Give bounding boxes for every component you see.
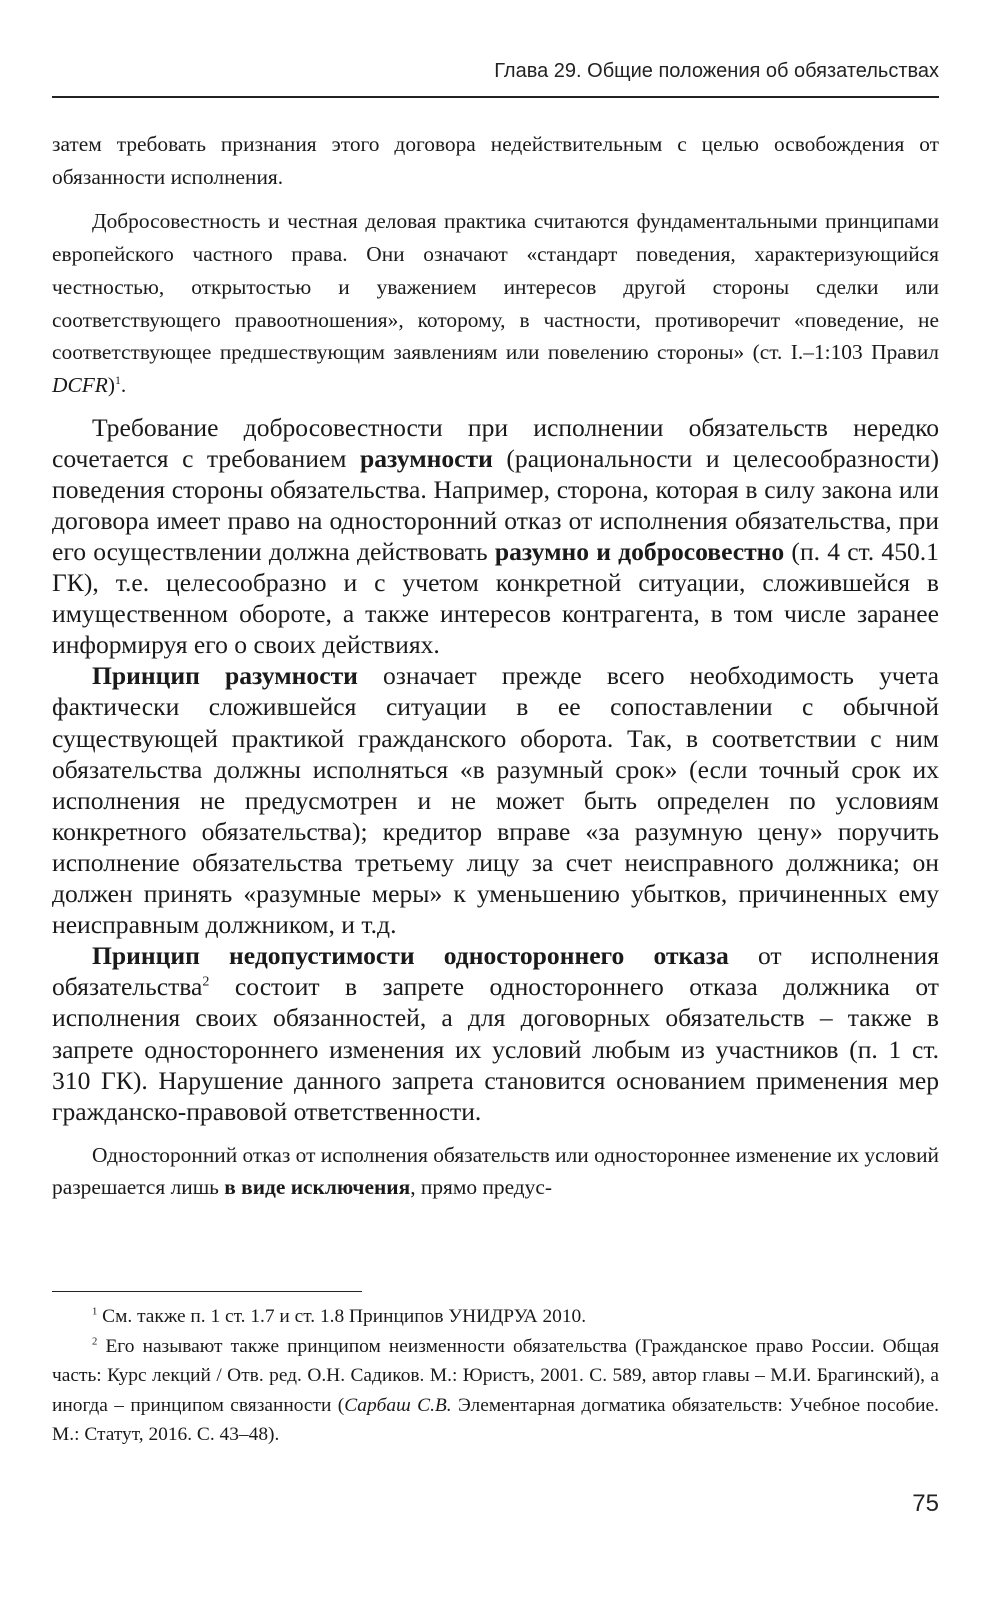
paragraph-principle-no-unilateral-refusal (52, 940, 939, 1127)
paragraph-principle-reasonableness (52, 660, 939, 940)
term-reasonableness: разумности (359, 443, 493, 473)
small-type-block (52, 128, 939, 402)
footnote-2-text-end: Элементарная догматика обязательств: Учебное пособие. М.: Статут, 2016. С. 43–48). (52, 1394, 940, 1445)
paragraph-continuation: затем требовать признания этого договора недействительным с целью освобождения от обязанности исполнения. (52, 132, 939, 189)
small-type-block-2 (52, 1139, 939, 1204)
large-type-block (52, 412, 939, 1127)
footnote-2-text: Его называют также принципом неизменности обязательства (Гражданское право России. Общая часть: Курс лекций / Отв. ред. О.Н. Садиков. М.: Юристъ, 2001. С. 589, автор главы – М.И. Брагинский), а иногда – принципом связанности ( (52, 1335, 939, 1416)
page-number: 75 (912, 1490, 939, 1517)
footnotes (52, 1302, 939, 1450)
paragraph-text: Односторонний отказ от исполнения обязательств или одностороннее изменение их условий разрешается лишь (52, 1142, 939, 1200)
paragraph-text: означает прежде всего необходимость учета фактически сложившейся ситуации в ее сопоставлении с обычной существующей практикой гражданского оборота. Так, в соответствии с ним обязательства должны исполняться «в разумный срок» (если точный срок их исполнения не предусмотрен и не может быть определен по условиям конкретного обязательства); кредитор вправе «за разумную цену» поручить исполнение обязательства третьему лицу за счет неисправного должника; он должен принять «разумные меры» к уменьшению убытков, причиненных ему неисправным должником, и т.д. (52, 661, 939, 940)
term-principle-reasonableness: Принцип разумности (92, 661, 358, 691)
paragraph-text: (п. 4 ст. 450.1 ГК), т.е. целесообразно и с учетом конкретной ситуации, сложившейся в имущественном обороте, а также интересов контрагента, в том числе заранее информируя его о своих действиях. (52, 537, 939, 660)
paragraph-unilateral-exception (52, 1139, 939, 1204)
running-header: Глава 29. Общие положения об обязательствах (52, 60, 939, 98)
paragraph-text: (рациональности и целесообразности) поведения стороны обязательства. Например, сторона, которая в силу закона или договора имеет право на односторонний отказ от исполнения обязательства, при его осуществлении должна действовать (52, 443, 940, 566)
footnote-2-author: Сарбаш С.В. (344, 1394, 452, 1416)
paragraph-good-faith: Добросовестность и честная деловая практика считаются фундаментальными принципами европейского частного права. Они означают «стандарт поведения, характеризующийся честностью, открытостью и уважением интересов другой стороны сделки или соответствующего правоотношения», которому, в частности, противоречит «поведение, не соответствующее предшествующим заявлениям или повелению стороны» (ст. I.–1:103 Правил DCFR)$^1$. (52, 209, 939, 397)
footnote-1 (52, 1302, 939, 1332)
footnote-ref-2[interactable]: 2 (202, 973, 210, 990)
term-principle-no-unilateral-refusal: Принцип недопустимости одностороннего отказа (92, 941, 729, 971)
footnote-divider (52, 1291, 362, 1292)
term-exception: в виде исключения (224, 1175, 411, 1200)
paragraph-end: . (120, 372, 127, 397)
footnote-ref-1[interactable]: 1 (114, 373, 121, 387)
dcfr-abbrev: DCFR (52, 372, 108, 397)
paragraph-text: состоит в запрете одностороннего отказа должника от исполнения своих обязанностей, а для договорных обязательств – также в запрете одностороннего изменения их условий любым из участников (п. 1 ст. 310 ГК). Нарушение данного запрета становится основанием применения мер гражданско-правовой ответственности. (52, 972, 939, 1126)
main-text (52, 128, 939, 1204)
paragraph-text: от исполнения обязательства (52, 941, 939, 1002)
footnote-2-mark: 2 (92, 1335, 98, 1348)
footnote-2 (52, 1332, 939, 1450)
paragraph-text: Требование добросовестности при исполнении обязательств нередко сочетается с требованием (52, 412, 939, 473)
paragraph-text: Добросовестность и честная деловая практика считаются фундаментальными принципами европейского частного права. Они означают «стандарт поведения, характеризующийся честностью, открытостью и уважением интересов другой стороны сделки или соответствующего правоотношения», которому, в частности, противоречит «поведение, не соответствующее предшествующим заявлениям или повелению стороны» (ст. I.–1:103 Правил (52, 209, 939, 365)
paragraph-text: , прямо предус- (410, 1175, 552, 1200)
footnote-1-text: См. также п. 1 ст. 1.7 и ст. 1.8 Принципов УНИДРУА 2010. (97, 1306, 587, 1327)
paragraph-reasonableness-requirement (52, 412, 939, 661)
term-reasonably-good-faith: разумно и добросовестно (494, 537, 785, 566)
footnote-1-mark: 1 (92, 1305, 98, 1318)
